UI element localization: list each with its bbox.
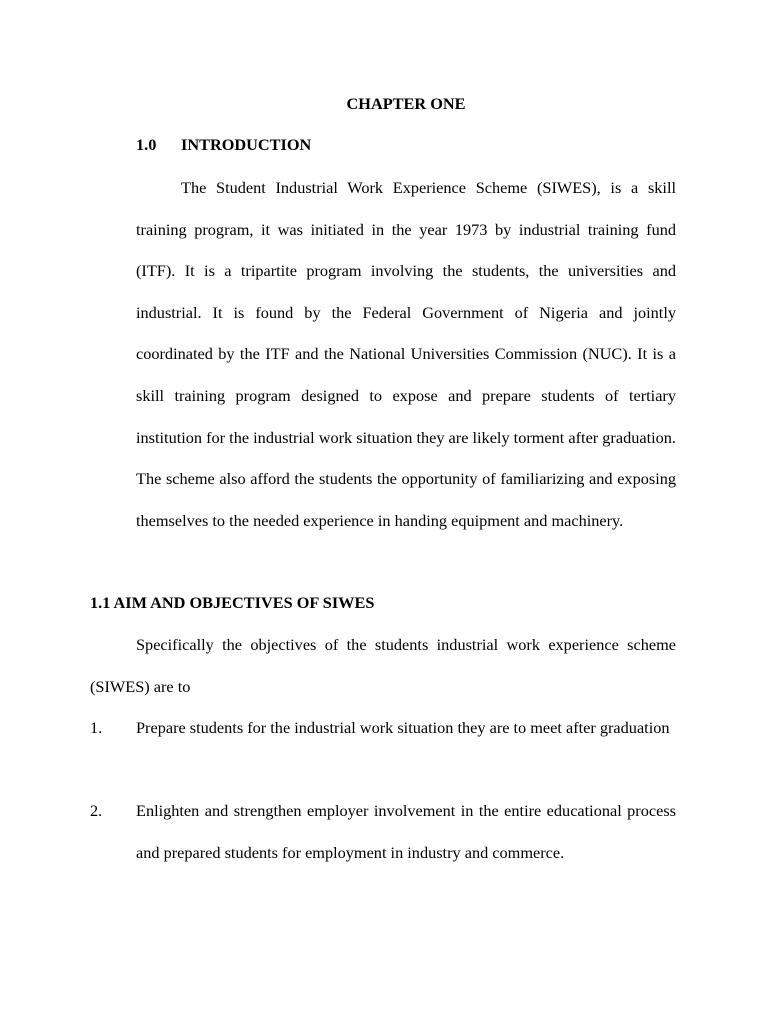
objective-number: 1. [90, 718, 103, 737]
aim-objectives-heading: 1.1 AIM AND OBJECTIVES OF SIWES [90, 593, 375, 612]
aim-paragraph: Specifically the objectives of the students industrial work experience scheme (SIWES) are to [90, 635, 676, 696]
chapter-title: CHAPTER ONE [346, 94, 466, 113]
intro-paragraph: The Student Industrial Work Experience Scheme (SIWES), is a skill training program, it was initiated in the year 1973 by industrial training fund (ITF). It is a tripartite program involving the students, the universities and industrial. It is found by the Federal Government of Nigeria and jointly coordinated by the ITF and the National Universities Commission (NUC). It is a skill training program designed to expose and prepare students of tertiary institution for the industrial work situation they are likely torment after graduation. The scheme also afford the students the opportunity of familiarizing and exposing themselves to the needed experience in handing equipment and machinery. [136, 178, 676, 530]
objective-text: Enlighten and strengthen employer involvement in the entire educational process and prepared students for employment in industry and commerce. [136, 801, 676, 862]
objective-number: 2. [90, 801, 103, 820]
intro-heading-number: 1.0 [136, 135, 157, 154]
intro-heading [136, 134, 311, 156]
intro-heading-title: INTRODUCTION [181, 135, 312, 154]
objective-text: Prepare students for the industrial work situation they are to meet after graduation [136, 718, 670, 737]
